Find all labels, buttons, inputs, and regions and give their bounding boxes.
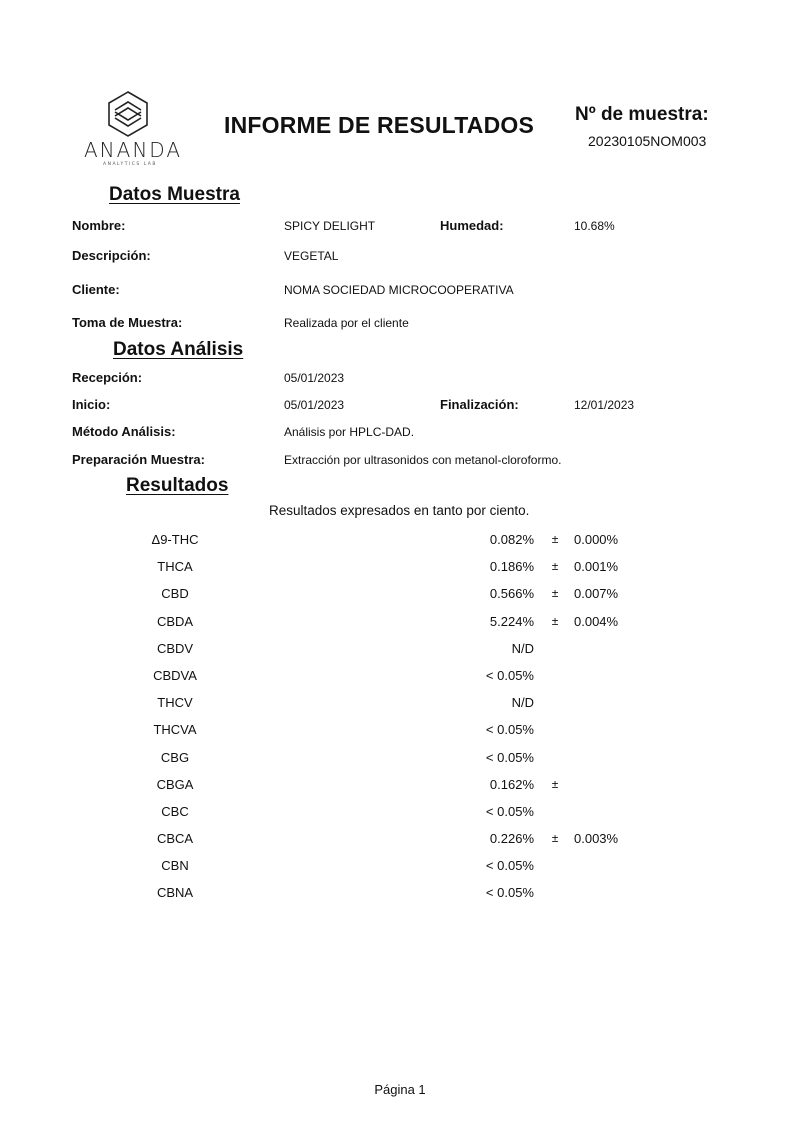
cannabinoid-name: CBDV — [156, 640, 194, 656]
cannabinoid-name: CBNA — [156, 885, 194, 901]
plus-minus-sign: ± — [551, 831, 559, 846]
descripcion-label: Descripción: — [72, 248, 151, 263]
cannabinoid-name: Δ9-THC — [151, 532, 199, 547]
descripcion-value: VEGETAL — [284, 249, 339, 263]
sample-number-value: 20230105NOM003 — [588, 133, 707, 149]
plus-minus-sign: ± — [551, 532, 559, 546]
plus-minus-sign: ± — [551, 776, 559, 791]
cannabinoid-name: CBDA — [156, 613, 194, 629]
preparacion-value: Extracción por ultrasonidos con metanol-cloroformo. — [284, 453, 562, 467]
cannabinoid-value: N/D — [511, 695, 534, 711]
humedad-value: 10.68% — [574, 219, 615, 233]
inicio-label: Inicio: — [72, 397, 111, 412]
toma-muestra-value: Realizada por el cliente — [284, 316, 409, 330]
finalizacion-label: Finalización: — [440, 397, 519, 412]
uncertainty-value: 0.004% — [574, 613, 619, 629]
analysis-section-heading: Datos Análisis — [113, 339, 244, 360]
cannabinoid-name: CBCA — [156, 831, 194, 847]
plus-minus-sign: ± — [551, 586, 559, 601]
logo-subtext: ANALYTICS LAB — [103, 162, 157, 167]
table-row — [0, 883, 800, 910]
cannabinoid-name: CBD — [161, 586, 189, 602]
inicio-value: 05/01/2023 — [284, 398, 345, 412]
cannabinoid-name: THCV — [157, 695, 193, 711]
table-row — [0, 748, 800, 775]
results-section-heading: Resultados — [126, 475, 229, 496]
cannabinoid-name: CBC — [161, 803, 189, 819]
preparacion-label: Preparación Muestra: — [72, 452, 205, 467]
cannabinoid-value: 5.224% — [489, 613, 534, 629]
recepcion-value: 05/01/2023 — [284, 371, 345, 385]
uncertainty-value: 0.003% — [574, 831, 619, 847]
page-number: Página 1 — [374, 1082, 426, 1097]
table-row — [0, 584, 800, 611]
cliente-value: NOMA SOCIEDAD MICROCOOPERATIVA — [284, 283, 514, 297]
cannabinoid-value: 0.226% — [489, 831, 534, 847]
uncertainty-value: 0.007% — [574, 586, 619, 602]
cannabinoid-name: CBG — [160, 749, 190, 765]
cannabinoid-value: < 0.05% — [485, 667, 534, 683]
sample-number-label: Nº de muestra: — [575, 104, 709, 125]
cannabinoid-value: < 0.05% — [485, 885, 534, 901]
table-row — [0, 775, 800, 802]
cannabinoid-value: 0.186% — [489, 559, 534, 575]
nombre-value: SPICY DELIGHT — [284, 219, 376, 233]
table-row — [0, 856, 800, 883]
table-row — [0, 557, 800, 584]
table-row — [0, 829, 800, 856]
table-row — [0, 612, 800, 639]
table-row — [0, 802, 800, 829]
hexagon-logo-icon — [106, 90, 150, 138]
results-subtitle: Resultados expresados en tanto por ciento. — [269, 503, 530, 518]
humedad-label: Humedad: — [440, 218, 504, 233]
table-row — [0, 639, 800, 666]
sample-section-heading: Datos Muestra — [109, 184, 240, 205]
metodo-label: Método Análisis: — [72, 424, 176, 439]
cannabinoid-name: CBN — [161, 858, 189, 874]
cannabinoid-value: N/D — [511, 640, 534, 656]
table-row — [0, 666, 800, 693]
finalizacion-value: 12/01/2023 — [574, 398, 635, 412]
cliente-label: Cliente: — [72, 282, 120, 297]
uncertainty-value: 0.001% — [574, 559, 619, 575]
cannabinoid-name: THCVA — [153, 722, 197, 738]
cannabinoid-value: 0.162% — [489, 776, 534, 792]
cannabinoid-name: CBGA — [156, 776, 194, 792]
cannabinoid-value: < 0.05% — [485, 749, 534, 765]
cannabinoid-value: 0.566% — [489, 586, 534, 602]
report-title: INFORME DE RESULTADOS — [224, 112, 535, 138]
ananda-logo — [84, 90, 183, 170]
cannabinoid-name: THCA — [157, 559, 193, 575]
table-row — [0, 693, 800, 720]
results-table — [0, 530, 800, 911]
cannabinoid-value: < 0.05% — [485, 722, 534, 738]
metodo-value: Análisis por HPLC-DAD. — [284, 425, 415, 439]
table-row — [0, 530, 800, 557]
cannabinoid-value: < 0.05% — [485, 858, 534, 874]
cannabinoid-value: 0.082% — [489, 532, 534, 547]
nombre-label: Nombre: — [72, 218, 126, 233]
toma-muestra-label: Toma de Muestra: — [72, 315, 183, 330]
recepcion-label: Recepción: — [72, 370, 143, 385]
plus-minus-sign: ± — [551, 559, 559, 574]
uncertainty-value: 0.000% — [574, 532, 619, 547]
cannabinoid-name: CBDVA — [153, 667, 197, 683]
table-row — [0, 720, 800, 747]
plus-minus-sign: ± — [551, 613, 559, 628]
logo-text: ANANDA — [84, 138, 183, 162]
cannabinoid-value: < 0.05% — [485, 803, 534, 819]
